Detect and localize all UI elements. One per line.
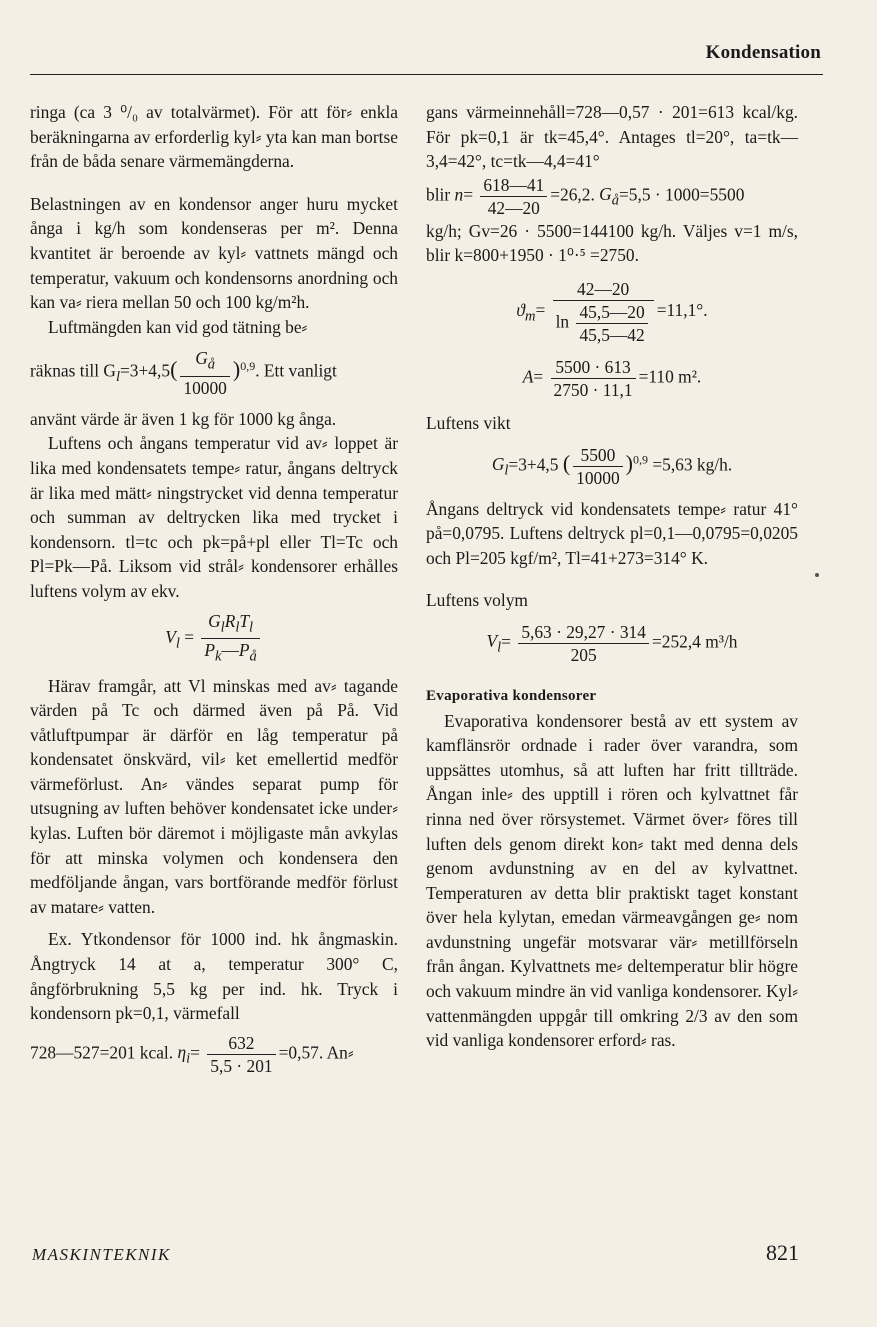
page-number: 821	[766, 1240, 799, 1265]
paragraph: ringa (ca 3 ⁰/₀ av totalvärmet). För att för⸗ enkla beräkningarna av erforderlig kyl⸗ yta kan man bortse från de båda senare värmemängderna.	[30, 102, 398, 172]
formula-n: blir n= $\frac{618—41}{42—20}$ =26,2. $G_å=5,5 \cdot 1000=5500$	[426, 174, 745, 218]
formula-theta: $ϑ_m=$ 42—20 ln $\frac{45,5—20}{45,5—42}$ =11,1°.	[516, 278, 708, 345]
luftmangd-formula-line: räknas till $G_l=3+4,5$( $\frac{G_å}{10000}$ )$^{0,9}$. Ett vanligt	[30, 348, 337, 398]
paragraph-harav: Härav framgår, att Vl minskas med av⸗ tagande värden på Tc och därmed även på På. Vid våtluftpumpar är därför en låg temperatur på kondensatet önskvärd, vil⸗ ket emellertid medför värmeförlust. An⸗ vändes separat pump för utsugning av luften behöver kondensatet icke under⸗ kylas. Luften bör däremot i möjligaste mån avkylas för att minska volymen och kondensera den medföljande ångan, vars bortförande medför förlust av matare⸗ vatten.	[30, 675, 398, 917]
paragraph-temperatur: Luftens och ångans temperatur vid av⸗ loppet är lika med kondensatets tempe⸗ ratur, ångans deltryck är lika med mätt⸗ ningstrycket vid denna temperatur och summan av deltrycken lika med trycket i kondensorn. tl=tc och pk=på+pl eller Tl=Tc och Pl=Pk—På. Liksom vid strål⸗ kondensorer erhålles luftens volym av ekv.	[30, 433, 398, 601]
formula-prefix: räknas till G	[30, 361, 116, 382]
formula-gl: =3+4,5	[120, 361, 171, 382]
page-header-title: Kondensation	[705, 42, 821, 63]
paragraph: använt värde är även 1 kg för 1000 kg ånga.	[30, 408, 337, 429]
header-rule	[30, 74, 823, 75]
paragraph-belastning: Belastningen av en kondensor anger huru mycket ånga i kg/h som kondenseras per m². Denna kvantitet är beroende av kyl⸗ vattnets mängd och temperatur, vakuum och kondensorns anordning och kan va⸗ riera mellan 50 och 100 kg/m²h.	[30, 193, 398, 313]
formula-area: A= $\frac{5500 \cdot 613}{2750 \cdot 11,1}$ =110 m².	[522, 356, 702, 400]
formula-suffix: . Ett vanligt	[255, 361, 337, 382]
left-column	[30, 100, 398, 1077]
right-column	[426, 100, 798, 1053]
formula-vl-value: $V_l=$ $\frac{5,63 \cdot 29,27 \cdot 314}{205}$ =252,4 m³/h	[486, 621, 738, 665]
paragraph-luftmangd: Luftmängden kan vid god tätning be⸗	[48, 316, 308, 337]
paragraph-evaporativa: Evaporativa kondensorer bestå av ett system av kamflänsrör ordnade i rader över varandra, som uppsättes utomhus, så att luften har fritt tillträde. Ångan inle⸗ des upptill i rören och kylvattnet får rinna ned över rörsystemet. Värmet över⸗ föres till luften dels genom direkt kon⸗ takt med denna dels genom avdunstning av en del av kylvattnet. Temperaturen av detta blir praktiskt taget konstant över hela kylytan, emedan värmeavgången ge⸗ nom avdunstning ungefär motsvarar vär⸗ metillförseln från ångan. Kylvattnets me⸗ deltemperatur blir högre och vakuum mindre än vid vanliga kondensorer. Kyl⸗ vattenmängden uppgår till omkring 2/3 av den som vid vanliga kondensorer erford⸗ ras.	[426, 710, 798, 1051]
formula-vl: $V_l$ = $\frac{G_lR_lT_l}{P_k—P_å}$	[30, 610, 398, 668]
formula-gl-value: $G_l=3+4,5$ ( $\frac{5500}{10000}$ )$^{0,9}$ =5,63 kg/h.	[491, 444, 733, 488]
margin-mark	[815, 573, 819, 577]
label-luftens-vikt: Luftens vikt	[426, 412, 511, 433]
formula-eta: 728—527=201 kcal. $\eta_i=$ $\frac{632}{5,5 \cdot 201}$ =0,57. An⸗	[30, 1032, 354, 1076]
fraction: $\frac{G_å}{10000}$	[180, 347, 229, 398]
paragraph-deltryck: Ångans deltryck vid kondensatets tempe⸗ ratur 41° på=0,0795. Luftens deltryck pl=0,1—0,0795=0,0205 och Pl=205 kgf/m², Tl=41+273=314° K.	[426, 498, 798, 568]
label-luftens-volym: Luftens volym	[426, 590, 528, 611]
paragraph-varmeinnehall: gans värmeinnehåll=728—0,57 · 201=613 kcal/kg. För pk=0,1 är tk=45,4°. Antages tl=20°, ta=tk—3,4=42°, tc=tk—4,4=41°	[426, 102, 798, 172]
section-heading: Evaporativa kondensorer	[426, 687, 597, 704]
paragraph-exempel: Ex. Ytkondensor för 1000 ind. hk ångmaskin. Ångtryck 14 at a, temperatur 300° C, ångförbrukning 5,5 kg per ind. hk. Tryck i kondensorn pk=0,1, värmefall	[30, 929, 398, 1024]
paragraph-gv: kg/h; Gv=26 · 5500=144100 kg/h. Väljes v=1 m/s, blir k=800+1950 · 1⁰·⁵ =2750.	[426, 220, 798, 266]
footer-journal: MASKINTEKNIK	[32, 1245, 171, 1264]
